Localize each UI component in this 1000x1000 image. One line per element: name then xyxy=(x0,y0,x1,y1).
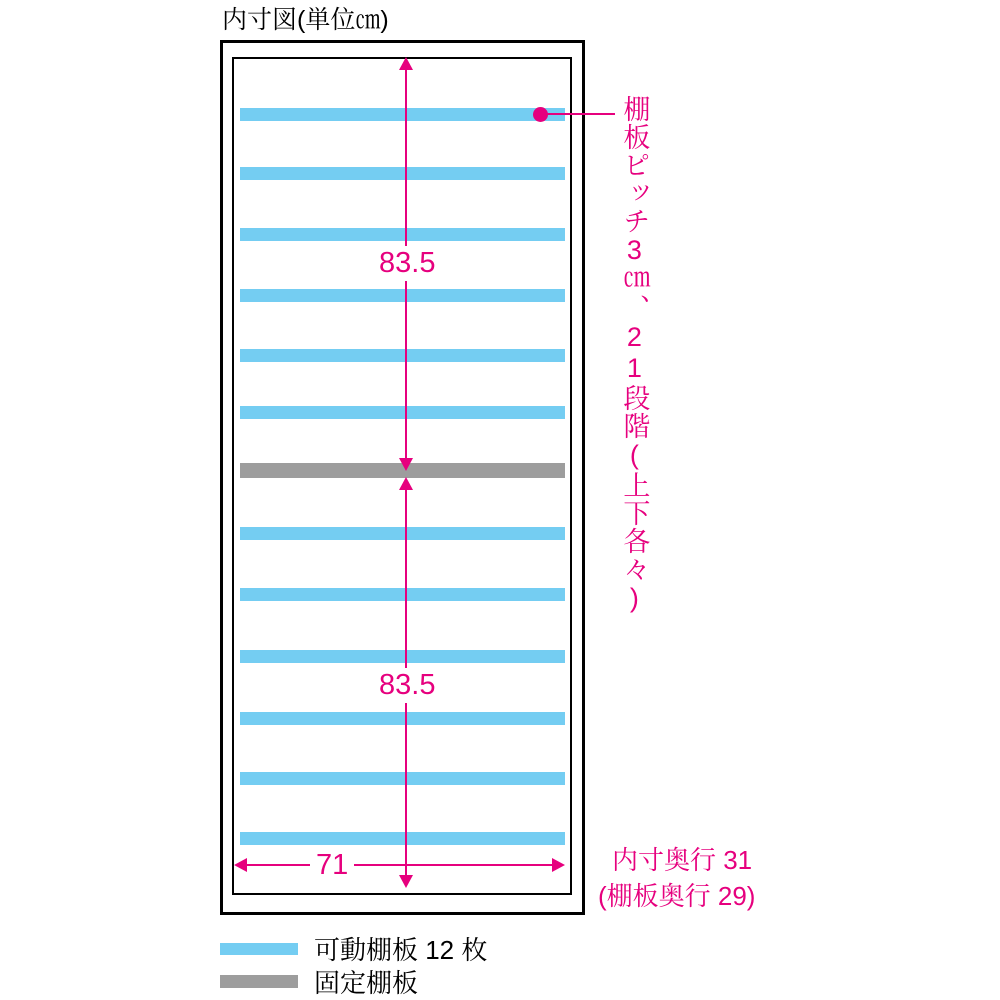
upper-dim-arrow-bottom xyxy=(399,458,413,471)
lower-dimension-label: 83.5 xyxy=(373,668,441,703)
legend-item-fixed xyxy=(220,963,418,1000)
width-dim-arrow-right xyxy=(552,858,565,872)
movable-shelf-7 xyxy=(240,527,565,540)
legend-swatch-fixed xyxy=(220,975,298,988)
movable-shelf-4 xyxy=(240,289,565,302)
legend-label-movable: 可動棚板 12 枚 xyxy=(314,935,488,965)
movable-shelf-3 xyxy=(240,228,565,241)
pitch-note-text: 棚板ピッチ3㎝、21段階(上下各々) xyxy=(619,95,650,614)
movable-shelf-5 xyxy=(240,349,565,362)
legend-label-fixed: 固定棚板 xyxy=(314,968,419,998)
movable-shelf-1 xyxy=(240,108,565,121)
upper-dimension-label: 83.5 xyxy=(373,246,441,281)
movable-shelf-2 xyxy=(240,167,565,180)
movable-shelf-8 xyxy=(240,588,565,601)
movable-shelf-6 xyxy=(240,406,565,419)
diagram-title: 内寸図(単位㎝) xyxy=(222,6,389,34)
movable-shelf-10 xyxy=(240,712,565,725)
depth-label-line2: (棚板奥行 29) xyxy=(598,881,756,911)
legend-item-movable xyxy=(220,930,487,967)
movable-shelf-11 xyxy=(240,772,565,785)
movable-shelf-12 xyxy=(240,832,565,845)
pitch-callout-line xyxy=(545,113,615,115)
width-dimension-label: 71 xyxy=(310,848,354,883)
movable-shelf-9 xyxy=(240,650,565,663)
legend-swatch-movable xyxy=(220,943,298,955)
depth-label-line1: 内寸奥行 31 xyxy=(612,845,753,875)
width-dim-line xyxy=(245,864,563,866)
lower-dim-arrow-bottom xyxy=(399,875,413,888)
